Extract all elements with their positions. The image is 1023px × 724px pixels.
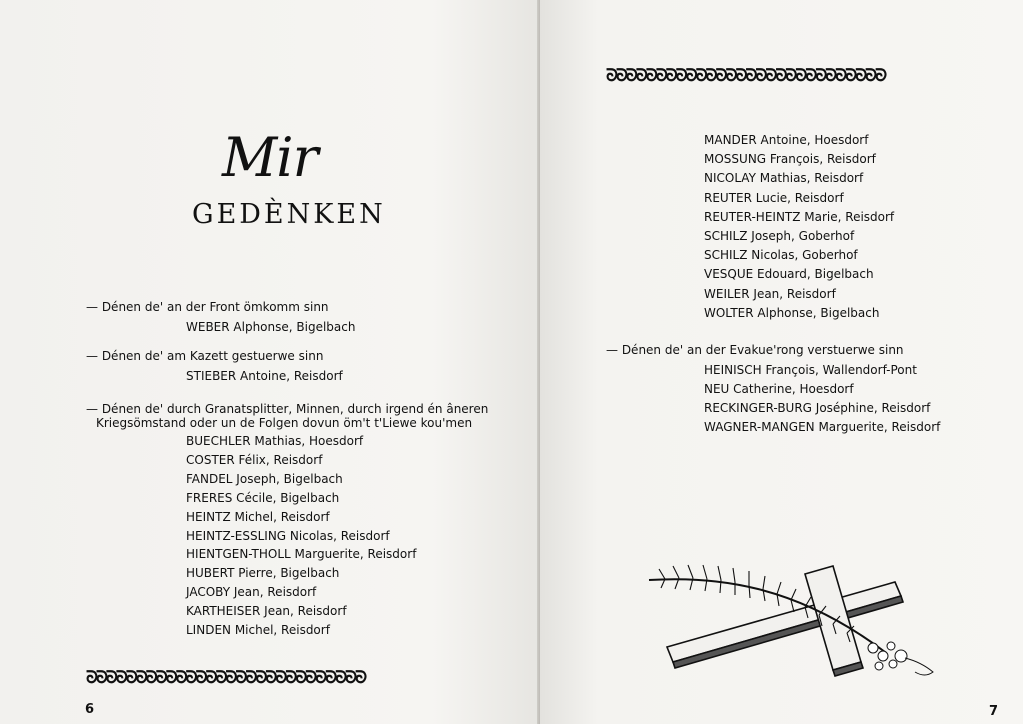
name-entry: RECKINGER-BURG Joséphine, Reisdorf — [704, 400, 931, 415]
ornament-border-right: ᘐᘐᘐᘐᘐᘐᘐᘐᘐᘐᘐᘐᘐᘐᘐᘐᘐᘐᘐᘐᘐᘐᘐᘐᘐᘐᘐᘐ — [606, 66, 886, 86]
name-entry: STIEBER Antoine, Reisdorf — [186, 369, 343, 383]
name-entry: SCHILZ Joseph, Goberhof — [704, 229, 855, 243]
name-entry: HIENTGEN-THOLL Marguerite, Reisdorf — [186, 547, 417, 562]
cross-palm-illustration — [645, 552, 965, 687]
name-entry: WEBER Alphonse, Bigelbach — [186, 320, 356, 334]
name-entry: WOLTER Alphonse, Bigelbach — [704, 305, 880, 320]
name-entry: COSTER Félix, Reisdorf — [186, 452, 323, 467]
name-entry: REUTER Lucie, Reisdorf — [704, 190, 844, 205]
name-entry: NEU Catherine, Hoesdorf — [704, 381, 854, 396]
name-entry: VESQUE Edouard, Bigelbach — [704, 267, 874, 282]
name-entry: KARTHEISER Jean, Reisdorf — [186, 604, 347, 619]
name-entry: JACOBY Jean, Reisdorf — [186, 585, 317, 600]
right-page — [540, 0, 1023, 724]
ornament-border-left: ᘐᘐᘐᘐᘐᘐᘐᘐᘐᘐᘐᘐᘐᘐᘐᘐᘐᘐᘐᘐᘐᘐᘐᘐᘐᘐᘐᘐ — [86, 668, 366, 688]
name-entry: HEINTZ-ESSLING Nicolas, Reisdorf — [186, 528, 390, 543]
name-entry: LINDEN Michel, Reisdorf — [186, 623, 330, 637]
name-entry: SCHILZ Nicolas, Goberhof — [704, 248, 858, 263]
section-heading-granatsplitter: — Dénen de' durch Granatsplitter, Minnen, durch irgend én âneren — [86, 402, 489, 416]
page-number: 7 — [989, 704, 999, 719]
section-heading-granatsplitter-line2: Kriegsömstand oder un de Folgen dovun öm't t'Liewe kou'men — [96, 416, 473, 430]
title-script: Mir — [222, 126, 318, 189]
section-heading-kazett: — Dénen de' am Kazett gestuerwe sinn — [86, 349, 324, 363]
name-entry: NICOLAY Mathias, Reisdorf — [704, 171, 864, 186]
name-entry: MANDER Antoine, Hoesdorf — [704, 133, 869, 147]
flowers-icon — [868, 642, 933, 675]
page-number: 6 — [85, 702, 95, 717]
name-entry: REUTER-HEINTZ Marie, Reisdorf — [704, 209, 895, 224]
name-entry: HUBERT Pierre, Bigelbach — [186, 566, 340, 581]
name-entry: MOSSUNG François, Reisdorf — [704, 152, 876, 167]
title-main: GEDÈNKEN — [192, 199, 386, 230]
cross-icon — [667, 566, 903, 676]
name-entry: WAGNER-MANGEN Marguerite, Reisdorf — [704, 419, 941, 434]
name-entry: WEILER Jean, Reisdorf — [704, 286, 836, 301]
name-entry: FRERES Cécile, Bigelbach — [186, 490, 340, 505]
section-heading-evakuerong: — Dénen de' an der Evakue'rong verstuerwe sinn — [606, 343, 904, 357]
name-entry: FANDEL Joseph, Bigelbach — [186, 471, 343, 486]
name-entry: HEINTZ Michel, Reisdorf — [186, 509, 330, 524]
name-entry: BUECHLER Mathias, Hoesdorf — [186, 434, 364, 448]
section-heading-front: — Dénen de' an der Front ömkomm sinn — [86, 300, 329, 314]
name-entry: HEINISCH François, Wallendorf-Pont — [704, 363, 917, 377]
